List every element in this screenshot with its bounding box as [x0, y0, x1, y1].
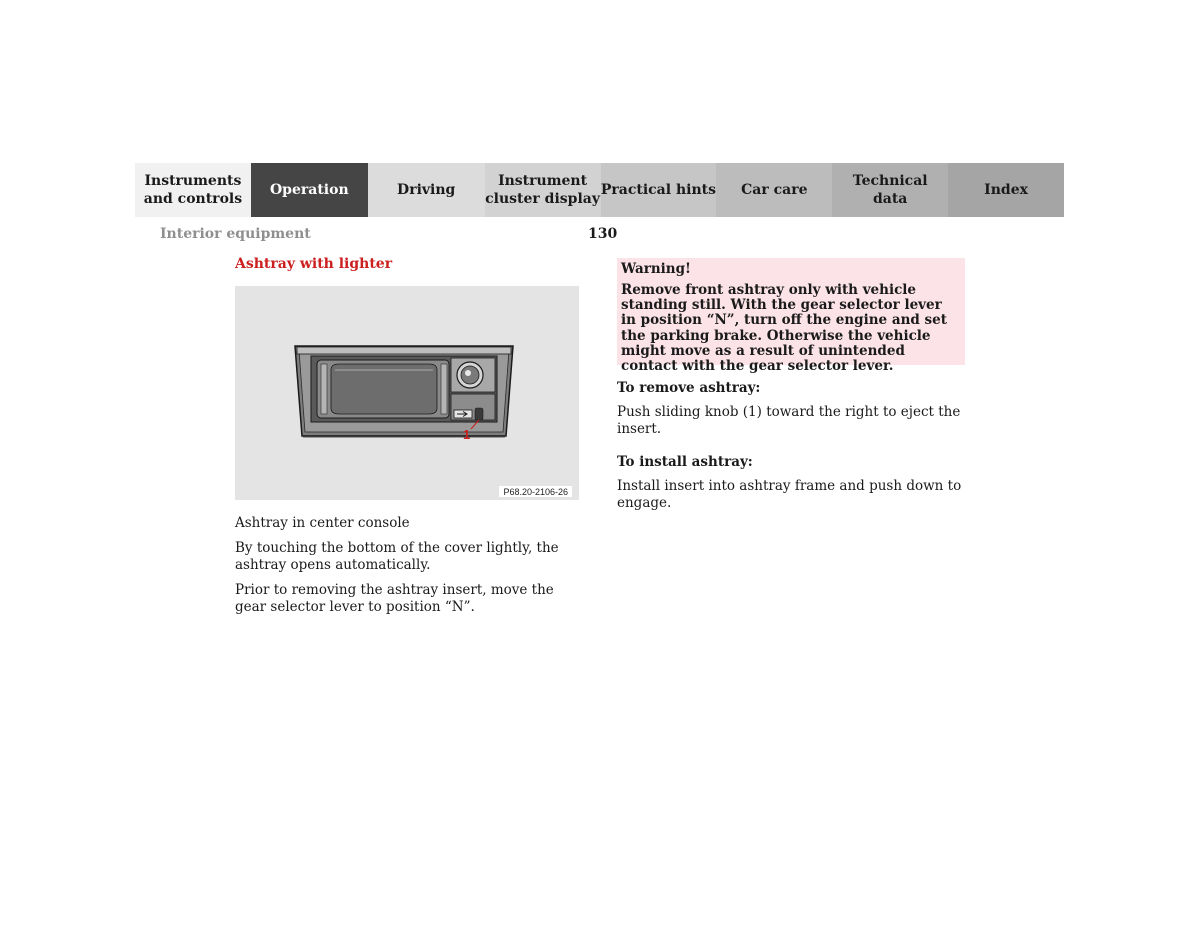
section-title: Interior equipment	[160, 226, 311, 242]
figure-caption: Ashtray in center console	[235, 515, 410, 531]
tab-operation[interactable]: Operation	[251, 163, 368, 217]
ashtray-heading: Ashtray with lighter	[235, 256, 393, 272]
chapter-tabs	[135, 163, 1064, 217]
tab-index[interactable]: Index	[948, 163, 1064, 217]
callout-label-1: 1	[463, 427, 471, 442]
tab-instruments-and-controls[interactable]: Instruments and controls	[135, 163, 251, 217]
tab-car-care[interactable]: Car care	[716, 163, 832, 217]
left-column-text	[235, 515, 585, 624]
warning-box	[617, 258, 965, 375]
paragraph-cover: By touching the bottom of the cover lightly, the ashtray opens automatically.	[235, 540, 559, 573]
warning-title: Warning!	[621, 261, 691, 277]
tab-instrument-cluster-display[interactable]: Instrument cluster display	[485, 163, 601, 217]
paragraph-gear-selector: Prior to removing the ashtray insert, move the gear selector lever to position “N”.	[235, 582, 554, 615]
right-column-text	[617, 380, 967, 528]
install-instructions: Install insert into ashtray frame and push down to engage.	[617, 478, 962, 511]
ashtray-illustration	[235, 286, 579, 500]
warning-body: Remove front ashtray only with vehicle standing still. With the gear selector lever in position “N”, turn off the engine and set the parking brake. Otherwise the vehicle might move as a result of unintended contact with the gear selector lever.	[621, 282, 947, 375]
tab-technical-data[interactable]: Technical data	[832, 163, 948, 217]
figure-code: P68.20-2106-26	[499, 486, 572, 497]
remove-heading: To remove ashtray:	[617, 380, 761, 396]
install-heading: To install ashtray:	[617, 454, 753, 470]
ashtray-drawing	[235, 286, 579, 500]
tab-driving[interactable]: Driving	[368, 163, 485, 217]
page-number: 130	[588, 226, 618, 242]
tab-practical-hints[interactable]: Practical hints	[601, 163, 717, 217]
remove-instructions: Push sliding knob (1) toward the right to eject the insert.	[617, 404, 961, 437]
